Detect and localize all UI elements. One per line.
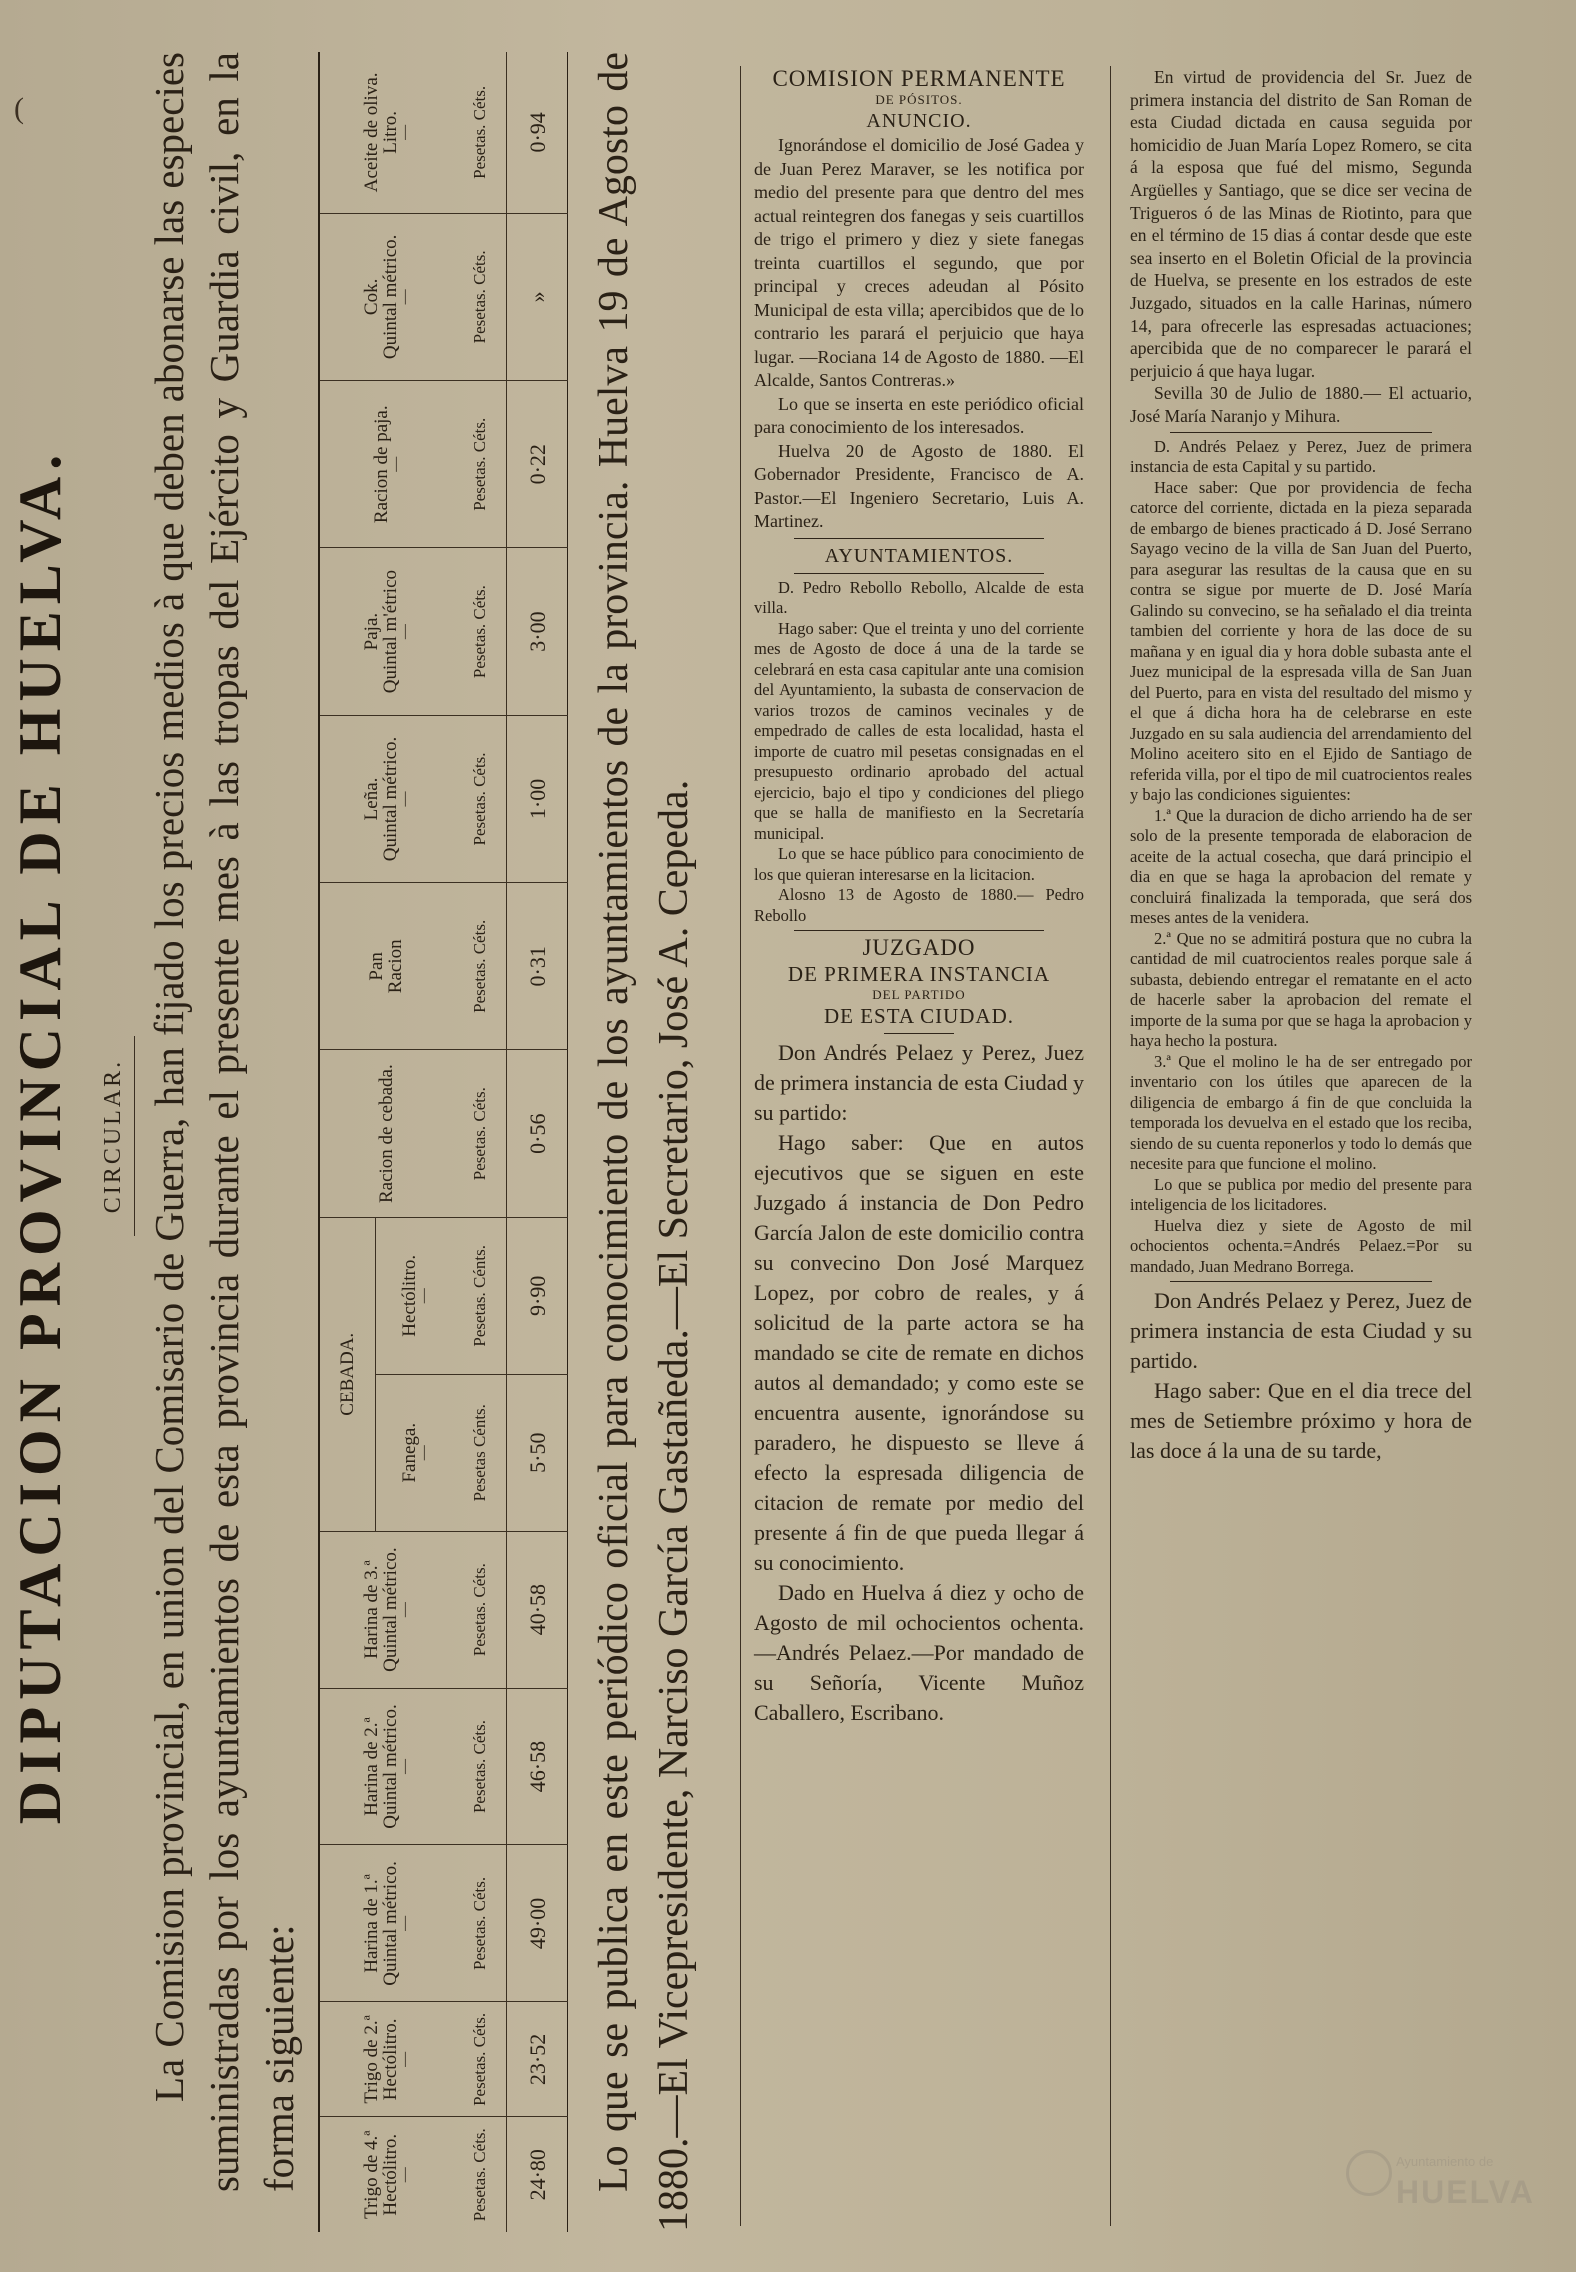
- value-cebada-hecto: 9·90: [507, 1217, 568, 1374]
- table-header-row: [319, 52, 375, 2232]
- unit-cell: Pesetas. Céts.: [452, 1050, 506, 1217]
- comision-title: COMISION PERMANENTE: [772, 66, 1066, 91]
- watermark-line1: Ayuntamiento de: [1396, 2154, 1494, 2169]
- unit-cell: Pesetas Cénts.: [452, 1374, 506, 1531]
- ayuntamientos-paragraph: D. Pedro Rebollo Rebollo, Alcalde de esta villa.: [754, 577, 1084, 617]
- section-rule: [794, 538, 1044, 539]
- header-trigo2: Trigo de 2.ª Hectólitro. —: [319, 2002, 452, 2117]
- molino-condition: 2.ª Que no se admitirá postura que no cubra la cantidad de mil cuatrocientos reales porque sale á subasta, debiendo entregar el rematante en el acto de hacerle saber la aprobacion del remate el importe de la suma por que se haga la aprobacion y haya hecho la postura.: [1130, 928, 1472, 1050]
- diputacion-title: DIPUTACION PROVINCIAL DE HUELVA.: [7, 447, 73, 1825]
- unit-cell: Pesetas. Céts.: [452, 1531, 506, 1688]
- header-harina1: Harina de 1.ª Quintal métrico. —: [319, 1845, 452, 2002]
- unit-cell: Pesetas. Céts.: [452, 213, 506, 380]
- value-racion-cebada: 0·56: [507, 1050, 568, 1217]
- juzgado-title-3: DEL PARTIDO: [872, 987, 966, 1002]
- value-harina3: 40·58: [507, 1531, 568, 1688]
- header-pan: Pan Racion: [319, 883, 452, 1050]
- circular-subtitle: CIRCULAR.: [100, 1058, 126, 1214]
- molino-paragraph: Hace saber: Que por providencia de fecha catorce del corriente, dictada en la pieza separada de embargo de bienes practicado á D. José Serrano Sayago vecino de la villa de San Juan del Puerto, para asegurar las resultas de la causa que en su contra se sigue por muerte de D. José María Galindo su convecino, se ha señalado el dia treinta tambien del corriente y hora de las doce de su mañana y en igual dia y hora doble subasta ante el Juez municipal de la espresada villa de San Juan del Puerto, para en vista del resultado del mismo y el que á dicha hora ha de celebrarse en este Juzgado en su sala audiencia del arrendamiento del Molino aceitero sito en el Ejido de Santiago de referida villa, por el tipo de mil cuatrocientos reales y bajo las condiciones siguientes:: [1130, 477, 1472, 804]
- unit-cell: Pesetas. Céts.: [452, 2002, 506, 2117]
- value-harina2: 46·58: [507, 1688, 568, 1845]
- unit-cell: Pesetas. Céts.: [452, 1688, 506, 1845]
- rotated-circular-section: [0, 0, 740, 2272]
- circular-intro: La Comision provincial, en union del Comisario de Guerra, han fijado los precios medios à que deben abonarse las especies suministradas por los ayuntamientos de esta provincia durante el presente mes à las tropas del Ejército y Guardia civil, en la forma siguiente:: [146, 52, 302, 2192]
- column-rule: [1110, 66, 1111, 2226]
- header-racion-cebada: Racion de cebada.: [319, 1050, 452, 1217]
- ayuntamientos-paragraph: Alosno 13 de Agosto de 1880.— Pedro Rebollo: [754, 885, 1084, 925]
- header-harina3: Harina de 3.ª Quintal métrico. —: [319, 1531, 452, 1688]
- column-b: [754, 66, 1084, 1728]
- comision-subtitle: DE PÓSITOS.: [875, 92, 963, 107]
- table-value-row: [507, 52, 568, 2232]
- value-cok: »: [507, 213, 568, 380]
- header-aceite: Aceite de oliva. Litro. —: [319, 52, 452, 213]
- ayuntamientos-paragraph: Hago saber: Que el treinta y uno del corriente mes de Agosto de doce á una de la tarde se celebrará en esta casa capitular ante una comision del Ayuntamiento, la subasta de conservacion de varios trozos de caminos vecinales y de empedrado de calles de esta localidad, hasta el importe de cuatro mil pesetas consignadas en el presupuesto ordinario aprobado del actual ejercicio, bajo el tipo y condiciones del pliego que se halla de manifiesto en la Secretaría municipal.: [754, 618, 1084, 843]
- watermark-line2: HUELVA: [1396, 2174, 1535, 2210]
- value-aceite: 0·94: [507, 52, 568, 213]
- section-rule: [1170, 432, 1432, 433]
- molino-paragraph: D. Andrés Pelaez y Perez, Juez de primera instancia de esta Capital y su partido.: [1130, 436, 1472, 476]
- unit-cell: Pesetas. Céts.: [452, 381, 506, 548]
- comision-paragraph: Ignorándose el domicilio de José Gadea y de Juan Perez Maraver, se les notifica por medio del presente para que dentro del mes actual reintegren dos fanegas y seis cuartillos de trigo el primero y diez y siete fanegas treinta cuartillos el segundo, que por principal y creces adeudan al Pósito Municipal de esta villa; apercibidos que de lo contrario les parará el perjuicio que haya lugar. —Rociana 14 de Agosto de 1880. —El Alcalde, Santos Contreras.»: [754, 135, 1084, 390]
- juzgado-paragraph: Don Andrés Pelaez y Perez, Juez de primera instancia de esta Ciudad y su partido:: [754, 1040, 1084, 1125]
- value-paja: 3·00: [507, 548, 568, 715]
- header-trigo4: Trigo de 4.ª Hectólitro. —: [361, 2130, 414, 2219]
- juzgado-title-4: DE ESTA CIUDAD.: [823, 1004, 1015, 1028]
- comision-paragraph: Huelva 20 de Agosto de 1880. El Gobernador Presidente, Francisco de A. Pastor.—El Ingeniero Secretario, Luis A. Martinez.: [754, 440, 1084, 531]
- column-rule: [740, 66, 741, 2226]
- header-harina2: Harina de 2.ª Quintal métrico. —: [319, 1688, 452, 1845]
- price-table: [318, 52, 568, 2232]
- margin-mark: (: [14, 92, 24, 125]
- section-rule: [794, 573, 1044, 574]
- value-lena: 1·00: [507, 715, 568, 882]
- molino-paragraph: Huelva diez y siete de Agosto de mil ochocientos ochenta.=Andrés Pelaez.=Por su mandado, Juan Medrano Borrega.: [1130, 1215, 1472, 1276]
- header-racion-paja: Racion de paja. —: [319, 381, 452, 548]
- header-cebada-hecto: Hectólitro. —: [375, 1217, 452, 1374]
- header-cebada: CEBADA.: [319, 1217, 375, 1531]
- molino-condition: 1.ª Que la duracion de dicho arriendo ha de ser solo de la presente temporada de elaboracion de aceite de la actual cosecha, que dará principio el dia en que se haga la aprobacion del remate y concluirá finalizada la temporada, que será dos meses antes de la venidera.: [1130, 805, 1472, 927]
- value-trigo2: 23·52: [507, 2002, 568, 2117]
- archive-watermark: [1344, 2140, 1535, 2240]
- setiembre-paragraph: Hago saber: Que en el dia trece del mes de Setiembre próximo y hora de las doce á la una de su tarde,: [1130, 1378, 1472, 1463]
- molino-condition: 3.ª Que el molino le ha de ser entregado por inventario con los útiles que aparecen de la diligencia de embargo á fin de que concluida la temporada los devuelva en el estado que los reciba, siendo de su cuenta reponerlos y todo lo demás que necesite para que funcione el molino.: [1130, 1051, 1472, 1173]
- unit-cell: Pesetas. Céts.: [452, 548, 506, 715]
- comision-paragraph: Lo que se inserta en este periódico oficial para conocimiento de los interesados.: [754, 393, 1084, 437]
- unit-cell: Pesetas. Cénts.: [452, 1217, 506, 1374]
- ayuntamientos-paragraph: Lo que se hace público para conocimiento de los que quieran interesarse en la licitacion.: [754, 844, 1084, 884]
- section-rule: [884, 1033, 954, 1034]
- circular-rule: [134, 1036, 135, 1236]
- sevilla-paragraph: Sevilla 30 de Julio de 1880.— El actuario, José María Naranjo y Mihura.: [1130, 383, 1472, 426]
- value-pan: 0·31: [507, 883, 568, 1050]
- value-racion-paja: 0·22: [507, 381, 568, 548]
- juzgado-paragraph: Dado en Huelva á diez y ocho de Agosto de mil ochocientos ochenta.—Andrés Pelaez.—Por mandado de su Señoría, Vicente Muñoz Caballero, Escribano.: [754, 1580, 1084, 1725]
- juzgado-title: JUZGADO: [862, 935, 976, 960]
- anuncio-heading: ANUNCIO.: [866, 110, 972, 132]
- header-paja: Paja. Quintal m'étrico —: [319, 548, 452, 715]
- header-cebada-fanega: Fanega. —: [375, 1374, 452, 1531]
- value-cebada-fanega: 5·50: [507, 1374, 568, 1531]
- ayuntamientos-title: AYUNTAMIENTOS.: [824, 544, 1014, 567]
- header-lena: Leña. Quintal métrico. —: [319, 715, 452, 882]
- unit-cell: Pesetas. Céts.: [452, 52, 506, 213]
- circular-closing: Lo que se publica en este periódico oficial para conocimiento de los ayuntamientos de la provincia. Huelva 19 de Agosto de 1880.—El Vicepresidente, Narciso García Gastañeda.—El Secretario, José A. Cepeda.: [591, 52, 697, 2232]
- unit-cell: Pesetas. Céts.: [452, 1845, 506, 2002]
- unit-cell: Pesetas. Céts.: [452, 883, 506, 1050]
- value-harina1: 49·00: [507, 1845, 568, 2002]
- value-trigo4: 24·80: [524, 2149, 550, 2201]
- sevilla-paragraph: En virtud de providencia del Sr. Juez de primera instancia del distrito de San Roman de esta Ciudad dictada en causa seguida por homicidio de Juan María Lopez Romero, se cita á la esposa que fué del mismo, Segunda Argüelles y Santiago, que se dice ser vecina de Trigueros ó de las Minas de Riotinto, para que en el término de 15 dias á contar desde que este sea inserto en el Boletin Oficial de la provincia de Huelva, se presente en los estrados de este Juzgado, situados en la calle Harinas, número 14, para ofrecerle las espresadas actuaciones; apercibida que de no comparecer le parará el perjuicio á que haya lugar.: [1130, 67, 1472, 381]
- molino-paragraph: Lo que se publica por medio del presente para inteligencia de los licitadores.: [1130, 1174, 1472, 1214]
- column-c: [1130, 66, 1472, 1466]
- juzgado-paragraph: Hago saber: Que en autos ejecutivos que se siguen en este Juzgado á instancia de Don Pedro García Jalon de este domicilio contra su convecino Don José Marquez Lopez, por cobro de reales, y á solicitud de la parte actora se ha mandado se cite de remate en dichos autos al demandado; y como este se encuentra ausente, ignorándose su paradero, he dispuesto se lleve á efecto la espresada diligencia de citacion de remate por medio del presente á fin de que pueda llegar á su conocimiento.: [754, 1130, 1084, 1575]
- unit-cell: Pesetas. Céts.: [452, 2117, 506, 2232]
- juzgado-title-2: DE PRIMERA INSTANCIA: [787, 962, 1051, 986]
- header-cok: Cok. Quintal métrico. —: [319, 213, 452, 380]
- unit-cell: Pesetas. Céts.: [452, 715, 506, 882]
- section-rule: [794, 930, 1044, 931]
- seal-icon: [1346, 2150, 1392, 2196]
- setiembre-paragraph: Don Andrés Pelaez y Perez, Juez de primera instancia de esta Ciudad y su partido.: [1130, 1288, 1472, 1373]
- section-rule: [1170, 1281, 1432, 1282]
- table-unit-row: [452, 52, 506, 2232]
